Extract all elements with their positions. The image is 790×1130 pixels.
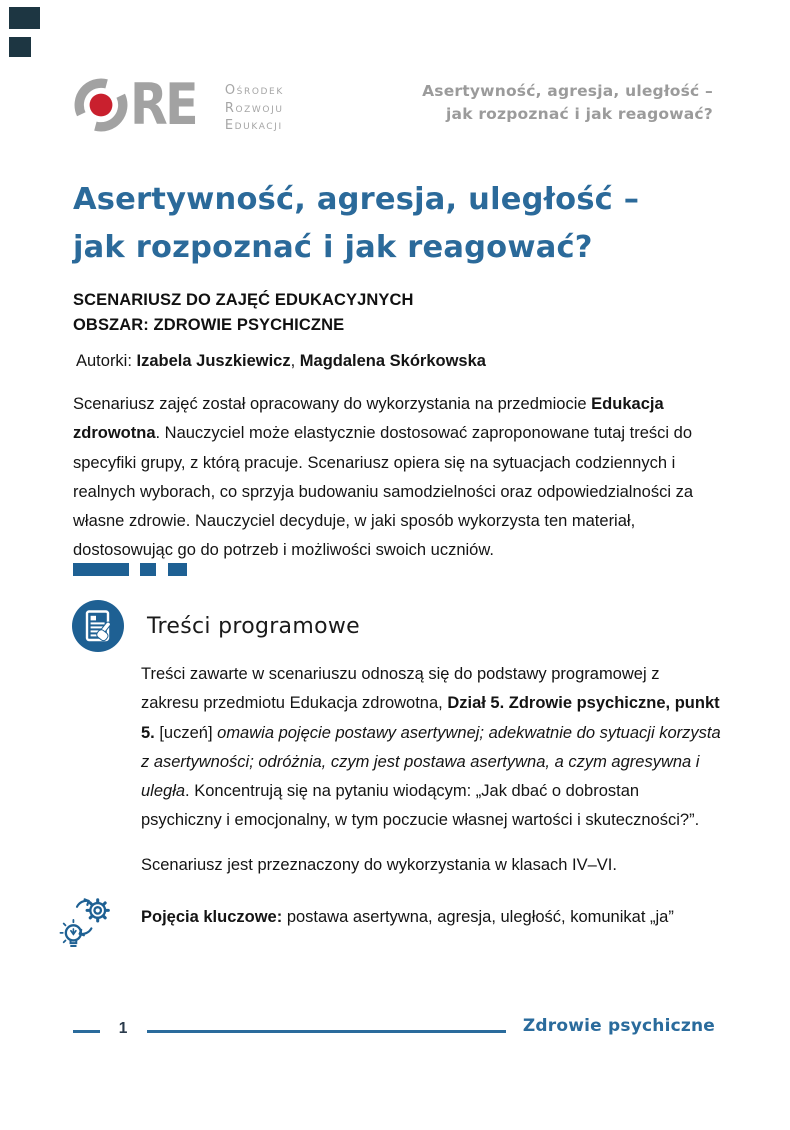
page-title <box>73 176 733 272</box>
kicker-line1: SCENARIUSZ DO ZAJĘĆ EDUKACYJNYCH <box>73 291 414 309</box>
footer-left-dash <box>73 1030 100 1033</box>
key-concepts-line: Pojęcia kluczowe: postawa asertywna, agresja, uległość, komunikat „ja” <box>141 908 674 926</box>
logo-org-line: Rozwoju <box>224 100 284 116</box>
authors-line: Autorki: Izabela Juszkiewicz, Magdalena Skórkowska <box>76 352 486 370</box>
divider-bar-small-1 <box>140 563 156 576</box>
logo-org-name <box>225 78 284 135</box>
intro-paragraph: Scenariusz zajęć został opracowany do wykorzystania na przedmiocie Edukacja zdrowotna. Nauczyciel może elastycznie dostosować zaproponowane tutaj treści do specyfiki grupy, z którą pracuje. Scenariusz opiera się na sytuacjach codziennych i realnych wyborach, co sprzyja budowaniu samodzielności oraz odpowiedzialności za własne zdrowie. Nauczyciel decyduje, w jaki sposób wykorzysta ten materiał, dostosowując go do potrzeb i możliwości swoich uczniów. <box>73 395 693 560</box>
ore-logo-icon <box>74 78 128 132</box>
ore-logo <box>74 72 304 138</box>
footer-section-label: Zdrowie psychiczne <box>522 1016 715 1036</box>
divider-bars <box>73 563 187 576</box>
gear-glyph <box>87 900 108 921</box>
corner-decoration-small <box>9 37 31 57</box>
page-number: 1 <box>118 1020 128 1037</box>
lightbulb-glyph <box>60 920 81 946</box>
kicker <box>73 288 414 338</box>
footer-rule <box>147 1030 506 1033</box>
divider-bar-long <box>73 563 129 576</box>
divider-bar-small-2 <box>168 563 187 576</box>
logo-org-line: Edukacji <box>224 118 283 133</box>
corner-decoration-large <box>9 7 40 29</box>
section-header <box>72 600 360 652</box>
kicker-line2: OBSZAR: ZDROWIE PSYCHICZNE <box>73 316 345 334</box>
running-head <box>293 80 713 125</box>
target-classes-line: Scenariusz jest przeznaczony do wykorzystania w klasach IV–VI. <box>141 856 617 874</box>
logo-org-line: Ośrodek <box>224 83 284 98</box>
running-head-line1: Asertywność, agresja, uległość – <box>422 82 713 100</box>
lightbulb-gears-icon <box>59 894 113 952</box>
document-checklist-hand-icon <box>72 600 124 652</box>
running-head-line2: jak rozpoznać i jak reagować? <box>446 104 713 123</box>
logo-letters: RE <box>130 72 197 138</box>
section-body-paragraph: Treści zawarte w scenariuszu odnoszą się do podstawy programowej z zakresu przedmiotu Edukacja zdrowotna, Dział 5. Zdrowie psychiczne, punkt 5. [uczeń] omawia pojęcie postawy asertywnej; adekwatnie do sytuacji korzysta z asertywności; odróżnia, czym jest postawa asertywna, a czym agresywna i uległa. Koncentrują się na pytaniu wiodącym: „Jak dbać o dobrostan psychiczny i emocjonalny, w tym poczucie własnej wartości i skuteczności?”. <box>141 665 721 830</box>
page-title-line2: jak rozpoznać i jak reagować? <box>73 230 593 265</box>
logo-red-dot <box>90 94 113 117</box>
page-title-line1: Asertywność, agresja, uległość – <box>73 182 640 217</box>
section-title: Treści programowe <box>147 613 360 639</box>
